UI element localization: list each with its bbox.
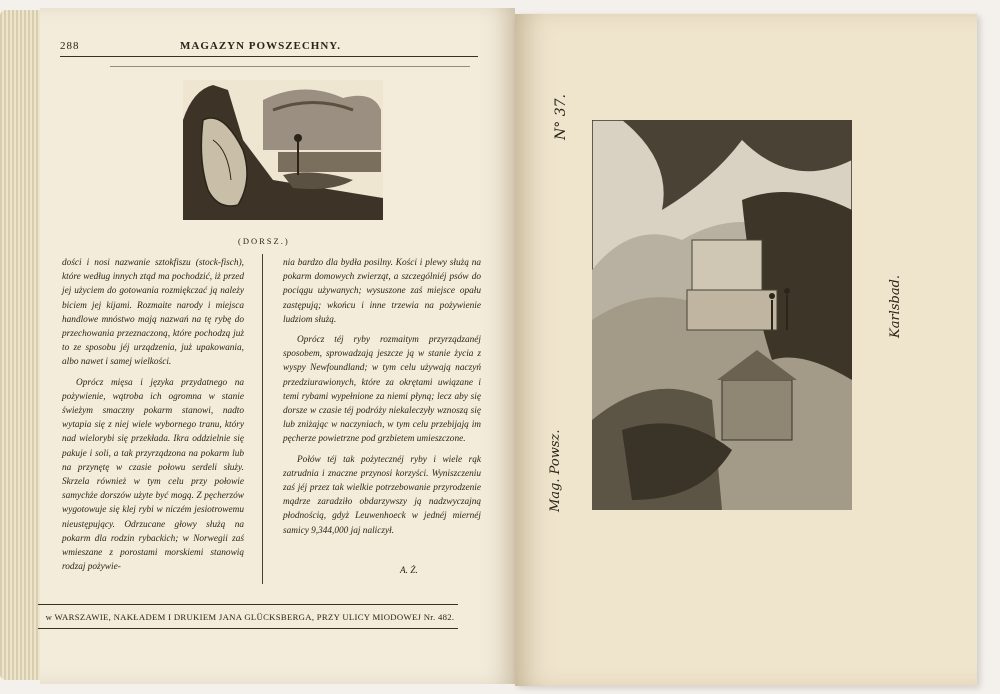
paragraph: Połów téj tak pożytecznéj ryby i wiele rąk zatrudnia i znaczne przynosi korzyści. Wyniszczeniu zaś jéj przez tak wielkie potrzebowanie przyrodzenie mądrze zaradziło obdarzywszy ją nadzwyczajną płodnością, gdyż Leuwenhoeck w jednéj miernéj samicy 9,344,000 jaj naliczył.: [283, 454, 481, 536]
text-column-right: [283, 256, 481, 544]
magazine-title: MAGAZYN POWSZECHNY.: [180, 40, 341, 52]
page-number: 288: [60, 40, 80, 52]
paragraph: Oprócz mięsa i języka przydatnego na pożywienie, wątroba ich ogromna w stanie świeżym smaczny pokarm stanowi, nadto wytapia się z niej wiele wybornego tranu, który nad wielorybi się przekłada. Ikra oddzielnie się pakuje i soli, a tak przyrządzona na pokarm lub na przynętę w czasie połowu serdeli służy. Skrzela również w tym celu przy połowie samychże dorszów użyte być mogą. Z pęcherzów wygotowuje się klej rybi w niczém jesiotrowemu nieustępujący. Odrzucane głowy służą na pokarm dla rodzin rybackich; w Norwegii zaś wmieszane z porostami morskiemi stanowią rodzaj pożywie-: [62, 377, 244, 573]
author-signature: A. Ż.: [400, 566, 418, 576]
paragraph: dości i nosi nazwanie sztokfiszu (stock-fisch), które według innych ztąd ma pochodzić, iż przed jej użyciem do gotowania rozmiękczać ją należy biciem jej kijami. Rozmaite narody i miejsca handlowe mnóstwo mają nazwań na tę rybę do przechowania przeznaczoną, które pochodzą już to ze sposobu jéj urządzenia, już upakowania, albo nawet i samej wielkości.: [62, 258, 244, 368]
paragraph: nia bardzo dla bydła posilny. Kości i plewy służą na pokarm domowych zwierząt, a szczególniéj psów do pociągu używanych; wysuszone zaś miejsce opału zastępują; wkońcu i inne trzewia na pożywienie ludziom służą.: [283, 258, 481, 325]
source-handwritten: Mag. Powsz.: [548, 429, 563, 512]
column-divider: [262, 254, 263, 584]
text-column-left: [62, 256, 244, 580]
karlsbad-plate-engraving: [592, 120, 852, 510]
plate-number-handwritten: N° 37.: [553, 94, 569, 140]
header-rule-thin: [110, 66, 470, 67]
imprint-footer: w WARSZAWIE, NAKŁADEM I DRUKIEM JANA GLÜCKSBERGA, PRZY ULICY MIODOWEJ Nr. 482.: [45, 612, 455, 622]
place-handwritten: Karlsbad.: [888, 274, 903, 338]
engraving-caption: (DORSZ.): [238, 236, 290, 246]
paragraph: Oprócz téj ryby rozmaitym przyrządzanéj sposobem, sprowadzają jeszcze ją w stanie życia z wyspy Newfoundland; w tym celu używają naczyń przedziurawionych, które za okrętami uwiązane i temi rybami wypełnione za niemi płyną; lecz aby się dorsze w czasie téj podróży niekaleczyły wznoszą się lub zniżając w naczyniach, w tym celu przebijają im pęcherze powietrzne pod grzbietem umieszczone.: [283, 335, 481, 445]
cod-engraving: [183, 80, 383, 220]
footer-rule-top: [38, 604, 458, 605]
footer-rule-bottom: [38, 628, 458, 629]
header-rule: [60, 56, 478, 57]
